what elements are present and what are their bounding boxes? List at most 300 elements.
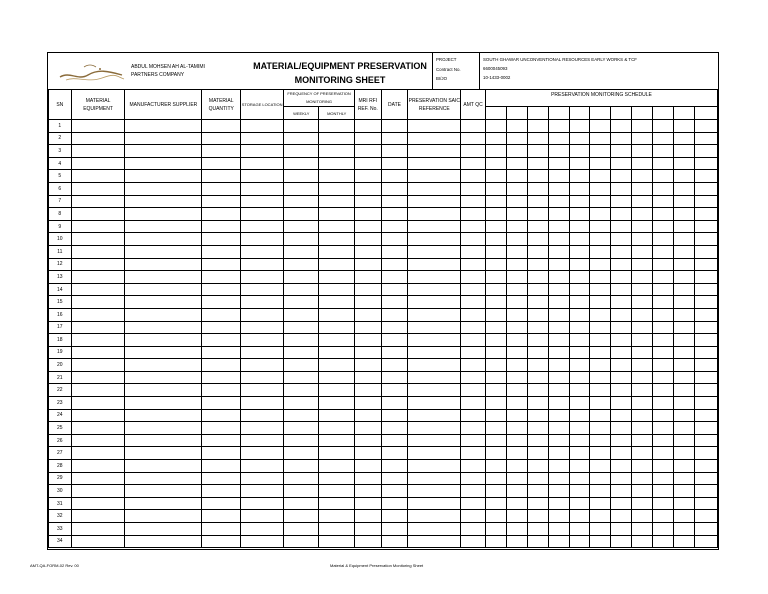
table-cell[interactable] (381, 132, 408, 145)
table-cell[interactable] (71, 397, 125, 410)
table-cell[interactable] (527, 346, 548, 359)
table-cell[interactable] (319, 321, 355, 334)
table-cell[interactable] (355, 283, 382, 296)
table-cell[interactable] (632, 460, 653, 473)
table-cell[interactable] (590, 334, 611, 347)
table-cell[interactable] (125, 233, 202, 246)
table-cell[interactable] (319, 132, 355, 145)
table-cell[interactable] (284, 245, 319, 258)
table-cell[interactable] (284, 233, 319, 246)
table-cell[interactable] (653, 120, 674, 133)
schedule-cell[interactable] (611, 107, 632, 120)
table-cell[interactable] (241, 460, 284, 473)
table-cell[interactable] (569, 258, 590, 271)
table-cell[interactable] (485, 397, 506, 410)
table-cell[interactable] (506, 132, 527, 145)
table-cell[interactable] (485, 145, 506, 158)
table-cell[interactable] (319, 510, 355, 523)
table-cell[interactable] (355, 384, 382, 397)
table-cell[interactable] (674, 409, 695, 422)
table-cell[interactable] (202, 157, 241, 170)
table-cell[interactable] (125, 132, 202, 145)
table-cell[interactable] (125, 359, 202, 372)
table-cell[interactable] (695, 220, 718, 233)
table-cell[interactable] (71, 233, 125, 246)
table-cell[interactable] (284, 120, 319, 133)
table-cell[interactable] (506, 157, 527, 170)
table-cell[interactable] (569, 145, 590, 158)
table-cell[interactable] (319, 523, 355, 536)
table-cell[interactable] (695, 334, 718, 347)
table-cell[interactable] (461, 460, 486, 473)
table-cell[interactable] (527, 157, 548, 170)
table-cell[interactable] (461, 334, 486, 347)
table-cell[interactable] (71, 245, 125, 258)
table-cell[interactable] (355, 157, 382, 170)
table-cell[interactable] (125, 182, 202, 195)
table-cell[interactable] (355, 397, 382, 410)
table-cell[interactable] (569, 422, 590, 435)
table-cell[interactable] (202, 145, 241, 158)
table-cell[interactable] (461, 371, 486, 384)
table-cell[interactable] (548, 434, 569, 447)
table-cell[interactable] (355, 170, 382, 183)
table-cell[interactable] (653, 422, 674, 435)
table-cell[interactable] (695, 447, 718, 460)
table-cell[interactable] (590, 371, 611, 384)
table-cell[interactable] (611, 283, 632, 296)
table-cell[interactable] (590, 182, 611, 195)
table-cell[interactable] (408, 245, 461, 258)
table-cell[interactable] (569, 170, 590, 183)
table-cell[interactable] (461, 283, 486, 296)
table-cell[interactable] (202, 359, 241, 372)
table-cell[interactable] (71, 283, 125, 296)
table-cell[interactable] (632, 535, 653, 548)
table-cell[interactable] (71, 535, 125, 548)
table-cell[interactable] (695, 245, 718, 258)
table-cell[interactable] (695, 233, 718, 246)
table-cell[interactable] (527, 460, 548, 473)
table-cell[interactable] (548, 472, 569, 485)
table-cell[interactable] (125, 485, 202, 498)
table-cell[interactable] (408, 283, 461, 296)
table-cell[interactable] (590, 271, 611, 284)
table-cell[interactable] (284, 497, 319, 510)
table-cell[interactable] (695, 170, 718, 183)
table-cell[interactable] (548, 296, 569, 309)
table-cell[interactable] (408, 397, 461, 410)
table-cell[interactable] (71, 472, 125, 485)
table-cell[interactable] (202, 296, 241, 309)
table-cell[interactable] (461, 409, 486, 422)
table-cell[interactable] (674, 346, 695, 359)
table-cell[interactable] (611, 258, 632, 271)
table-cell[interactable] (653, 321, 674, 334)
table-cell[interactable] (548, 460, 569, 473)
table-cell[interactable] (71, 523, 125, 536)
table-cell[interactable] (355, 145, 382, 158)
table-cell[interactable] (653, 233, 674, 246)
table-cell[interactable] (695, 359, 718, 372)
table-cell[interactable] (241, 182, 284, 195)
table-cell[interactable] (461, 384, 486, 397)
table-cell[interactable] (125, 157, 202, 170)
table-cell[interactable] (527, 195, 548, 208)
table-cell[interactable] (284, 460, 319, 473)
table-cell[interactable] (611, 397, 632, 410)
table-cell[interactable] (527, 233, 548, 246)
table-cell[interactable] (241, 245, 284, 258)
table-cell[interactable] (632, 208, 653, 221)
table-cell[interactable] (548, 220, 569, 233)
table-cell[interactable] (202, 120, 241, 133)
table-cell[interactable] (506, 384, 527, 397)
table-cell[interactable] (381, 271, 408, 284)
table-cell[interactable] (695, 208, 718, 221)
table-cell[interactable] (485, 510, 506, 523)
table-cell[interactable] (381, 233, 408, 246)
table-cell[interactable] (695, 397, 718, 410)
table-cell[interactable] (284, 296, 319, 309)
table-cell[interactable] (125, 170, 202, 183)
table-cell[interactable] (569, 208, 590, 221)
table-cell[interactable] (632, 409, 653, 422)
table-cell[interactable] (241, 296, 284, 309)
table-cell[interactable] (241, 233, 284, 246)
table-cell[interactable] (241, 308, 284, 321)
table-cell[interactable] (125, 447, 202, 460)
table-cell[interactable] (695, 182, 718, 195)
table-cell[interactable] (632, 497, 653, 510)
table-cell[interactable] (461, 535, 486, 548)
table-cell[interactable] (241, 271, 284, 284)
table-cell[interactable] (355, 258, 382, 271)
schedule-cell[interactable] (569, 107, 590, 120)
table-cell[interactable] (674, 145, 695, 158)
table-cell[interactable] (71, 182, 125, 195)
table-cell[interactable] (506, 535, 527, 548)
table-cell[interactable] (653, 472, 674, 485)
table-cell[interactable] (506, 472, 527, 485)
table-cell[interactable] (548, 447, 569, 460)
table-cell[interactable] (408, 220, 461, 233)
table-cell[interactable] (548, 120, 569, 133)
table-cell[interactable] (569, 233, 590, 246)
table-cell[interactable] (461, 485, 486, 498)
table-cell[interactable] (202, 535, 241, 548)
table-cell[interactable] (319, 120, 355, 133)
table-cell[interactable] (695, 321, 718, 334)
table-cell[interactable] (590, 409, 611, 422)
table-cell[interactable] (381, 245, 408, 258)
table-cell[interactable] (241, 157, 284, 170)
table-cell[interactable] (632, 397, 653, 410)
table-cell[interactable] (548, 523, 569, 536)
table-cell[interactable] (527, 359, 548, 372)
table-cell[interactable] (485, 460, 506, 473)
table-cell[interactable] (485, 485, 506, 498)
table-cell[interactable] (632, 321, 653, 334)
table-cell[interactable] (653, 258, 674, 271)
table-cell[interactable] (485, 220, 506, 233)
table-cell[interactable] (319, 334, 355, 347)
table-cell[interactable] (674, 296, 695, 309)
table-cell[interactable] (527, 271, 548, 284)
table-cell[interactable] (319, 397, 355, 410)
table-cell[interactable] (381, 535, 408, 548)
table-cell[interactable] (653, 308, 674, 321)
table-cell[interactable] (611, 182, 632, 195)
table-cell[interactable] (408, 359, 461, 372)
table-cell[interactable] (284, 308, 319, 321)
table-cell[interactable] (506, 145, 527, 158)
table-cell[interactable] (319, 271, 355, 284)
table-cell[interactable] (632, 308, 653, 321)
table-cell[interactable] (408, 497, 461, 510)
table-cell[interactable] (506, 296, 527, 309)
table-cell[interactable] (569, 510, 590, 523)
table-cell[interactable] (461, 182, 486, 195)
table-cell[interactable] (461, 170, 486, 183)
table-cell[interactable] (506, 409, 527, 422)
table-cell[interactable] (590, 523, 611, 536)
table-cell[interactable] (611, 157, 632, 170)
table-cell[interactable] (202, 308, 241, 321)
table-cell[interactable] (408, 120, 461, 133)
table-cell[interactable] (674, 510, 695, 523)
table-cell[interactable] (461, 346, 486, 359)
table-cell[interactable] (125, 308, 202, 321)
table-cell[interactable] (125, 472, 202, 485)
table-cell[interactable] (653, 208, 674, 221)
table-cell[interactable] (632, 422, 653, 435)
table-cell[interactable] (71, 208, 125, 221)
table-cell[interactable] (125, 422, 202, 435)
table-cell[interactable] (569, 460, 590, 473)
table-cell[interactable] (611, 510, 632, 523)
table-cell[interactable] (408, 346, 461, 359)
table-cell[interactable] (381, 120, 408, 133)
table-cell[interactable] (485, 296, 506, 309)
table-cell[interactable] (674, 460, 695, 473)
table-cell[interactable] (506, 321, 527, 334)
table-cell[interactable] (674, 182, 695, 195)
table-cell[interactable] (548, 145, 569, 158)
table-cell[interactable] (527, 296, 548, 309)
table-cell[interactable] (125, 334, 202, 347)
table-cell[interactable] (125, 460, 202, 473)
table-cell[interactable] (319, 283, 355, 296)
table-cell[interactable] (485, 535, 506, 548)
table-cell[interactable] (284, 145, 319, 158)
table-cell[interactable] (202, 409, 241, 422)
table-cell[interactable] (674, 271, 695, 284)
table-cell[interactable] (695, 296, 718, 309)
table-cell[interactable] (506, 271, 527, 284)
table-cell[interactable] (355, 523, 382, 536)
table-cell[interactable] (125, 321, 202, 334)
table-cell[interactable] (653, 346, 674, 359)
table-cell[interactable] (202, 447, 241, 460)
table-cell[interactable] (408, 460, 461, 473)
table-cell[interactable] (408, 271, 461, 284)
table-cell[interactable] (590, 422, 611, 435)
table-cell[interactable] (590, 170, 611, 183)
table-cell[interactable] (71, 497, 125, 510)
table-cell[interactable] (355, 422, 382, 435)
table-cell[interactable] (632, 359, 653, 372)
table-cell[interactable] (408, 447, 461, 460)
table-cell[interactable] (527, 334, 548, 347)
table-cell[interactable] (506, 523, 527, 536)
table-cell[interactable] (381, 145, 408, 158)
table-cell[interactable] (611, 120, 632, 133)
table-cell[interactable] (461, 157, 486, 170)
table-cell[interactable] (319, 497, 355, 510)
table-cell[interactable] (653, 485, 674, 498)
table-cell[interactable] (408, 434, 461, 447)
table-cell[interactable] (527, 510, 548, 523)
table-cell[interactable] (611, 460, 632, 473)
table-cell[interactable] (381, 523, 408, 536)
table-cell[interactable] (202, 384, 241, 397)
table-cell[interactable] (461, 120, 486, 133)
table-cell[interactable] (611, 523, 632, 536)
table-cell[interactable] (590, 472, 611, 485)
table-cell[interactable] (527, 535, 548, 548)
table-cell[interactable] (125, 384, 202, 397)
table-cell[interactable] (319, 460, 355, 473)
table-cell[interactable] (319, 220, 355, 233)
table-cell[interactable] (653, 371, 674, 384)
table-cell[interactable] (125, 145, 202, 158)
table-cell[interactable] (653, 434, 674, 447)
table-cell[interactable] (241, 195, 284, 208)
table-cell[interactable] (611, 384, 632, 397)
table-cell[interactable] (611, 422, 632, 435)
table-cell[interactable] (241, 409, 284, 422)
table-cell[interactable] (319, 485, 355, 498)
table-cell[interactable] (527, 472, 548, 485)
table-cell[interactable] (674, 434, 695, 447)
table-cell[interactable] (632, 346, 653, 359)
table-cell[interactable] (71, 321, 125, 334)
table-cell[interactable] (590, 145, 611, 158)
table-cell[interactable] (527, 220, 548, 233)
table-cell[interactable] (527, 258, 548, 271)
table-cell[interactable] (71, 145, 125, 158)
table-cell[interactable] (548, 132, 569, 145)
table-cell[interactable] (674, 334, 695, 347)
table-cell[interactable] (284, 384, 319, 397)
table-cell[interactable] (674, 132, 695, 145)
table-cell[interactable] (548, 497, 569, 510)
table-cell[interactable] (71, 120, 125, 133)
table-cell[interactable] (241, 447, 284, 460)
table-cell[interactable] (632, 384, 653, 397)
table-cell[interactable] (569, 245, 590, 258)
table-cell[interactable] (284, 208, 319, 221)
table-cell[interactable] (695, 371, 718, 384)
table-cell[interactable] (319, 157, 355, 170)
table-cell[interactable] (408, 535, 461, 548)
schedule-cell[interactable] (506, 107, 527, 120)
table-cell[interactable] (695, 535, 718, 548)
table-cell[interactable] (202, 208, 241, 221)
table-cell[interactable] (527, 371, 548, 384)
table-cell[interactable] (355, 447, 382, 460)
table-cell[interactable] (408, 182, 461, 195)
table-cell[interactable] (590, 510, 611, 523)
table-cell[interactable] (202, 510, 241, 523)
table-cell[interactable] (319, 422, 355, 435)
table-cell[interactable] (611, 145, 632, 158)
table-cell[interactable] (125, 258, 202, 271)
table-cell[interactable] (202, 233, 241, 246)
table-cell[interactable] (71, 296, 125, 309)
table-cell[interactable] (485, 523, 506, 536)
table-cell[interactable] (674, 384, 695, 397)
table-cell[interactable] (461, 296, 486, 309)
table-cell[interactable] (695, 510, 718, 523)
table-cell[interactable] (569, 485, 590, 498)
table-cell[interactable] (408, 145, 461, 158)
table-cell[interactable] (461, 271, 486, 284)
table-cell[interactable] (381, 460, 408, 473)
table-cell[interactable] (319, 535, 355, 548)
table-cell[interactable] (590, 321, 611, 334)
table-cell[interactable] (202, 472, 241, 485)
table-cell[interactable] (461, 308, 486, 321)
table-cell[interactable] (695, 283, 718, 296)
table-cell[interactable] (569, 296, 590, 309)
table-cell[interactable] (590, 485, 611, 498)
table-cell[interactable] (611, 321, 632, 334)
table-cell[interactable] (284, 359, 319, 372)
table-cell[interactable] (71, 195, 125, 208)
table-cell[interactable] (569, 195, 590, 208)
table-cell[interactable] (632, 434, 653, 447)
table-cell[interactable] (527, 120, 548, 133)
table-cell[interactable] (284, 321, 319, 334)
table-cell[interactable] (202, 397, 241, 410)
table-cell[interactable] (632, 510, 653, 523)
table-cell[interactable] (461, 359, 486, 372)
table-cell[interactable] (461, 195, 486, 208)
schedule-cell[interactable] (548, 107, 569, 120)
table-cell[interactable] (653, 523, 674, 536)
table-cell[interactable] (461, 321, 486, 334)
table-cell[interactable] (632, 220, 653, 233)
table-cell[interactable] (319, 434, 355, 447)
table-cell[interactable] (590, 296, 611, 309)
table-cell[interactable] (590, 397, 611, 410)
table-cell[interactable] (506, 208, 527, 221)
table-cell[interactable] (461, 145, 486, 158)
table-cell[interactable] (569, 157, 590, 170)
table-cell[interactable] (241, 132, 284, 145)
table-cell[interactable] (241, 510, 284, 523)
table-cell[interactable] (71, 308, 125, 321)
table-cell[interactable] (381, 510, 408, 523)
table-cell[interactable] (569, 447, 590, 460)
table-cell[interactable] (485, 233, 506, 246)
schedule-cell[interactable] (485, 107, 506, 120)
table-cell[interactable] (319, 182, 355, 195)
table-cell[interactable] (548, 208, 569, 221)
table-cell[interactable] (125, 371, 202, 384)
